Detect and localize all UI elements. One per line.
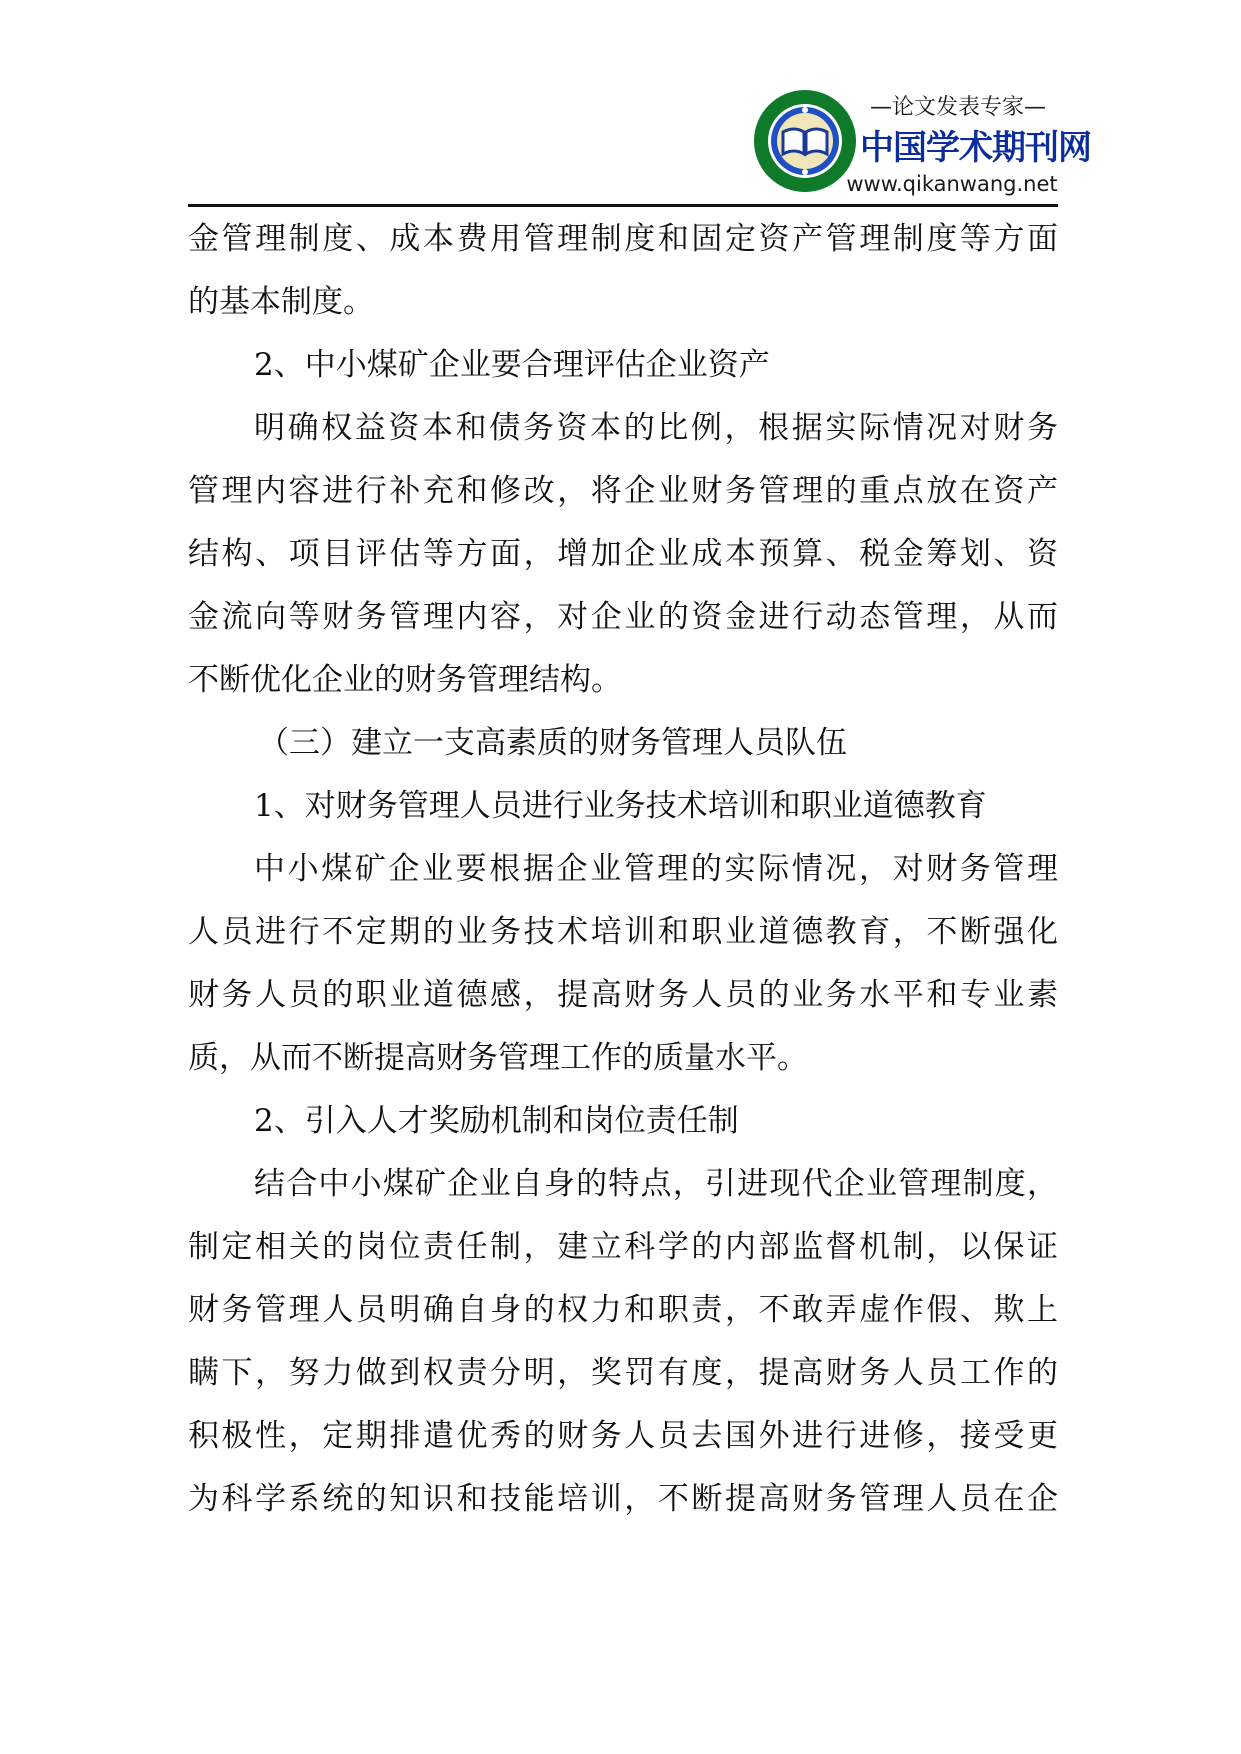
section-heading: 2、中小煤矿企业要合理评估企业资产 <box>254 347 770 383</box>
text-line: 金流向等财务管理内容，对企业的资金进行动态管理，从而 <box>188 599 1058 635</box>
logo-url: www.qikanwang.net <box>846 172 1058 196</box>
text-line: 管理内容进行补充和修改，将企业财务管理的重点放在资产 <box>188 473 1058 509</box>
text-line: 明确权益资本和债务资本的比例，根据实际情况对财务 <box>254 410 1058 446</box>
text-line: 质，从而不断提高财务管理工作的质量水平。 <box>188 1040 808 1076</box>
section-heading: 1、对财务管理人员进行业务技术培训和职业道德教育 <box>254 788 987 824</box>
section-heading: 2、引入人才奖励机制和岗位责任制 <box>254 1103 739 1139</box>
text-line: 不断优化企业的财务管理结构。 <box>188 662 622 698</box>
text-line: 结合中小煤矿企业自身的特点，引进现代企业管理制度， <box>254 1166 1058 1202</box>
logo-name: 中国学术期刊网 <box>860 128 1091 168</box>
text-line: 为科学系统的知识和技能培训，不断提高财务管理人员在企 <box>188 1481 1058 1517</box>
text-line: 中小煤矿企业要根据企业管理的实际情况，对财务管理 <box>254 851 1058 887</box>
journal-logo <box>752 86 1091 206</box>
section-heading: （三）建立一支高素质的财务管理人员队伍 <box>258 725 847 761</box>
text-line: 财务人员的职业道德感，提高财务人员的业务水平和专业素 <box>188 977 1058 1013</box>
header-rule <box>188 204 1058 207</box>
text-line: 人员进行不定期的业务技术培训和职业道德教育，不断强化 <box>188 914 1058 950</box>
page-header <box>0 0 1241 210</box>
text-line: 制定相关的岗位责任制，建立科学的内部监督机制，以保证 <box>188 1229 1058 1265</box>
text-line: 结构、项目评估等方面，增加企业成本预算、税金筹划、资 <box>188 536 1058 572</box>
text-line: 积极性，定期排遣优秀的财务人员去国外进行进修，接受更 <box>188 1418 1058 1454</box>
logo-tagline: —论文发表专家— <box>869 95 1046 120</box>
text-line: 瞒下，努力做到权责分明，奖罚有度，提高财务人员工作的 <box>188 1355 1058 1391</box>
document-body <box>188 208 1058 1531</box>
text-line: 金管理制度、成本费用管理制度和固定资产管理制度等方面 <box>188 221 1058 257</box>
text-line: 的基本制度。 <box>188 284 374 320</box>
text-line: 财务管理人员明确自身的权力和职责，不敢弄虚作假、欺上 <box>188 1292 1058 1328</box>
